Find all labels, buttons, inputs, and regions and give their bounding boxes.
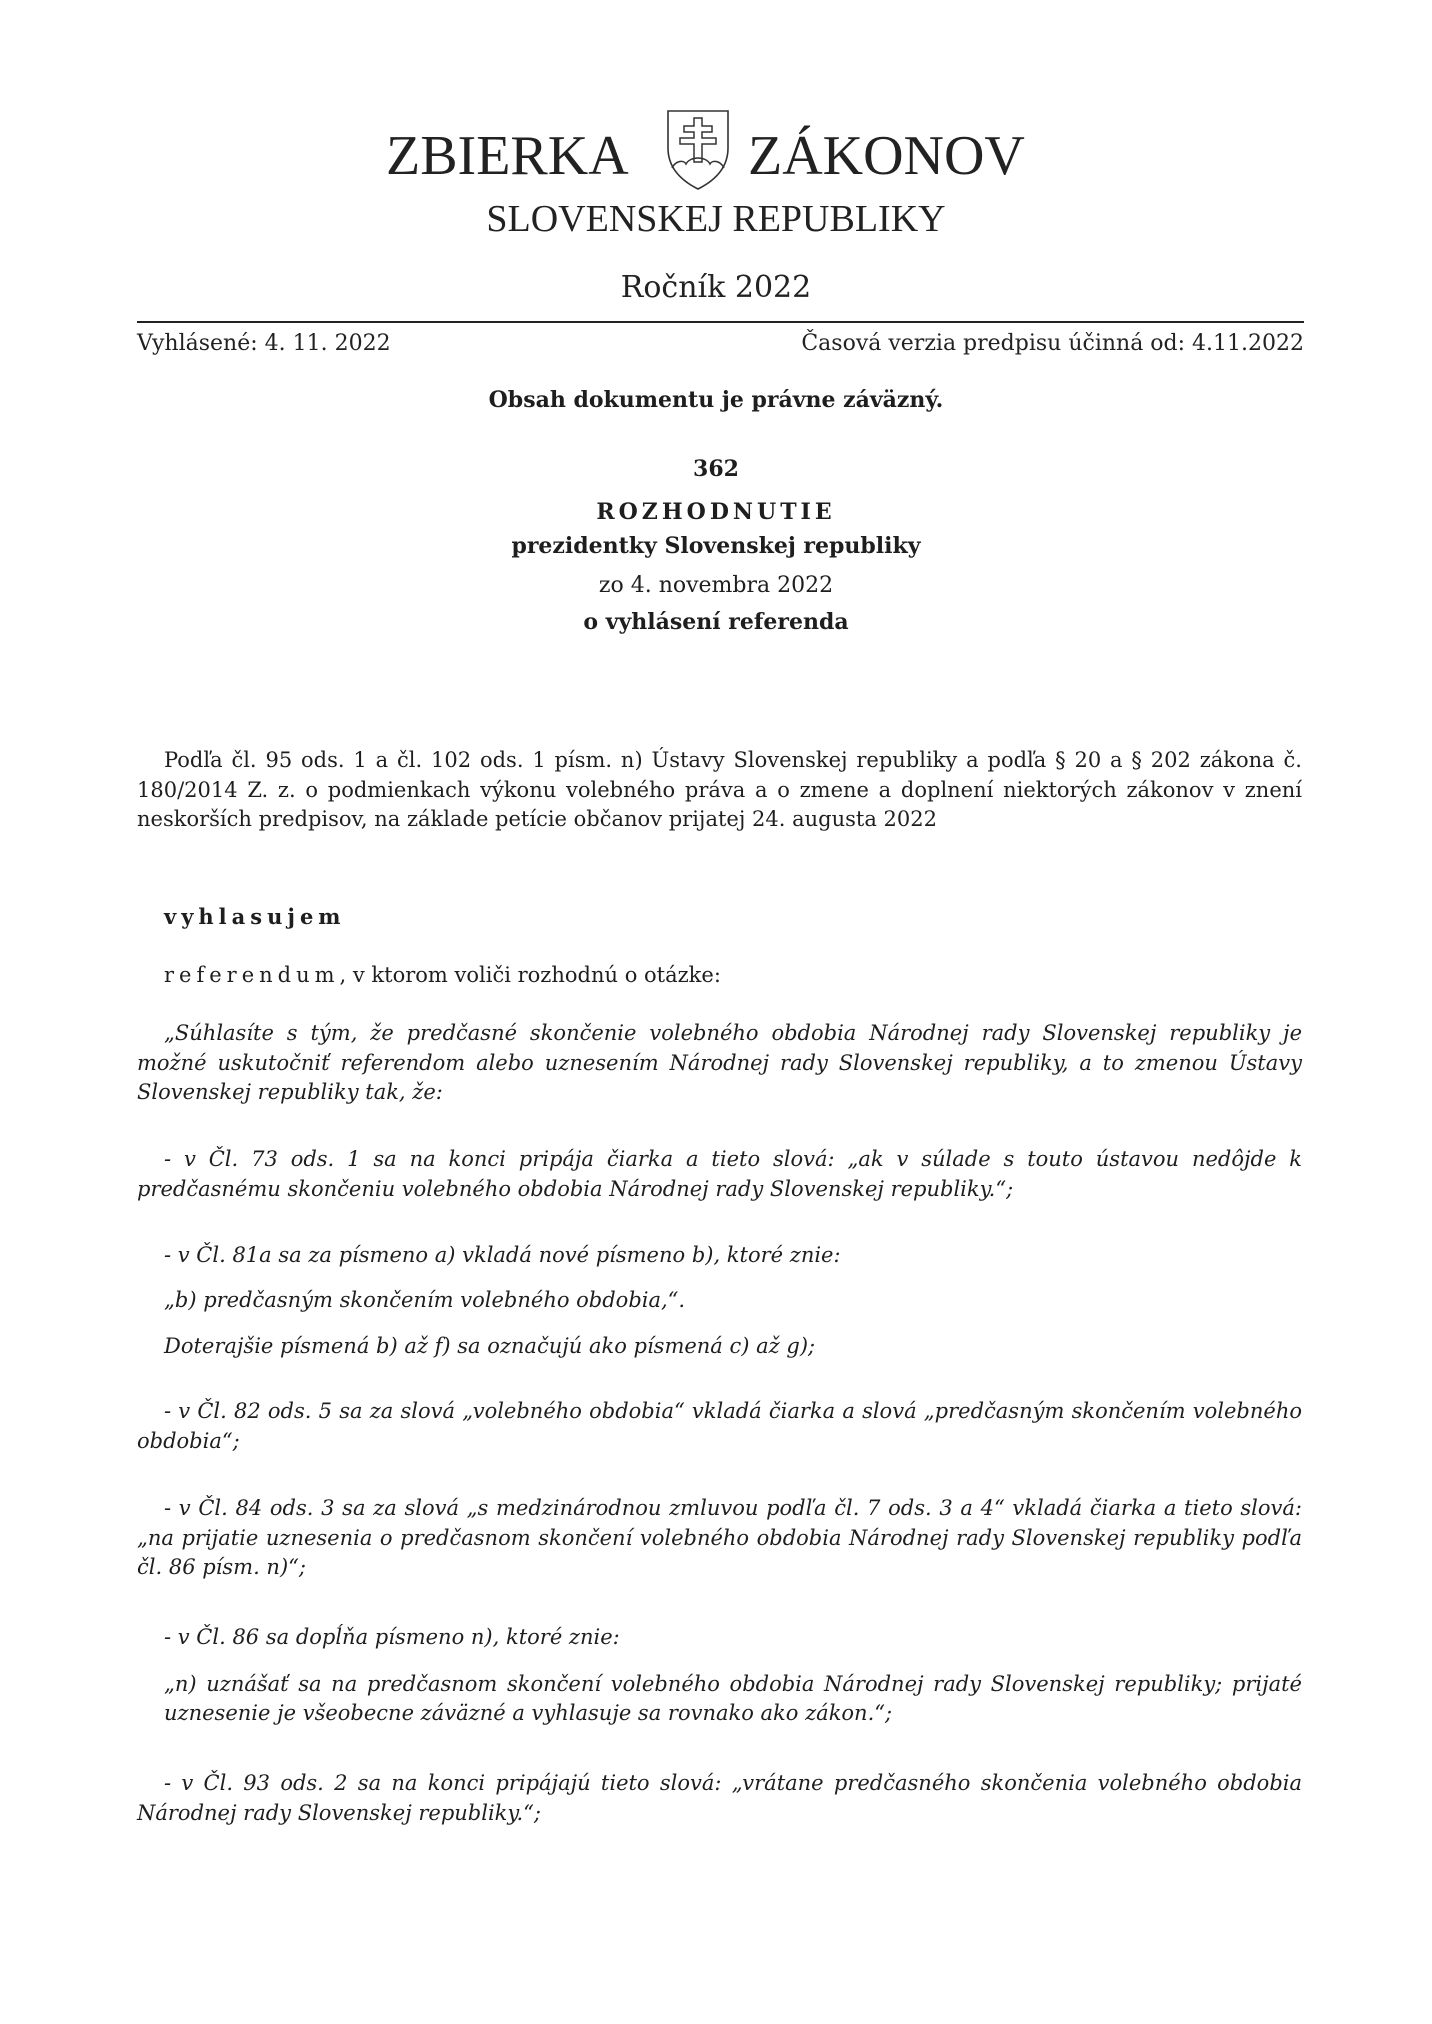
amendment-text: - v Čl. 93 ods. 2 sa na konci pripájajú tieto slová: „vrátane predčasného skončenia volebného obdobia Národnej rady Slovenskej republiky.“; (137, 1771, 1302, 1825)
document-number: 362 (693, 456, 739, 482)
masthead-subtitle: SLOVENSKEJ REPUBLIKY (486, 198, 946, 240)
amendment-subtext: Doterajšie písmená b) až f) sa označujú ako písmená c) až g); (164, 1334, 816, 1358)
referendum-line (137, 961, 1302, 991)
amendment-93 (137, 1769, 1302, 1828)
preamble-text: Podľa čl. 95 ods. 1 a čl. 102 ods. 1 písm. n) Ústavy Slovenskej republiky a podľa § 20 a § 202 zákona č. 180/2014 Z. z. o podmienkach výkonu volebného práva a o zmene a doplnení niektorých zákonov v znení neskorších predpisov, na základe petície občanov prijatej 24. augusta 2022 (137, 748, 1302, 831)
volume-label: Ročník 2022 (620, 270, 812, 305)
effective-date: Časová verzia predpisu účinná od: 4.11.2022 (801, 331, 1304, 356)
amendment-text: - v Čl. 86 sa dopĺňa písmeno n), ktoré znie: (164, 1625, 620, 1649)
question-intro (137, 1019, 1302, 1108)
slovak-coat-of-arms-icon (664, 108, 732, 192)
binding-note: Obsah dokumentu je právne záväzný. (488, 387, 944, 413)
header-divider (137, 321, 1304, 323)
question-intro-text: „Súhlasíte s tým, že predčasné skončenie volebného obdobia Národnej rady Slovenskej republiky je možné uskutočniť referendom alebo uznesením Národnej rady Slovenskej republiky, a to zmenou Ústavy Slovenskej republiky tak, že: (137, 1021, 1302, 1104)
amendment-82 (137, 1397, 1302, 1456)
document-subject: o vyhlásení referenda (583, 609, 849, 635)
amendment-81a (137, 1241, 1302, 1362)
proclaim-word: vyhlasujem (164, 904, 346, 929)
amendment-text: - v Čl. 73 ods. 1 sa na konci pripája čiarka a tieto slová: „ak v súlade s touto ústavou nedôjde k predčasnému skončeniu volebného obdobia Národnej rady Slovenskej republiky.“; (137, 1147, 1302, 1201)
amendment-text: - v Čl. 82 ods. 5 sa za slová „volebného obdobia“ vkladá čiarka a slová „predčasným skončením volebného obdobia“; (137, 1399, 1302, 1453)
masthead-title-left: ZBIERKA (386, 125, 629, 187)
amendment-86 (137, 1623, 1302, 1729)
document-issuer: prezidentky Slovenskej republiky (511, 533, 921, 559)
document-date: zo 4. novembra 2022 (598, 573, 834, 598)
amendment-text: - v Čl. 81a sa za písmeno a) vkladá nové písmeno b), ktoré znie: (164, 1243, 841, 1267)
amendment-84 (137, 1494, 1302, 1583)
masthead-title-right: ZÁKONOV (748, 125, 1025, 187)
published-date: Vyhlásené: 4. 11. 2022 (137, 331, 391, 356)
amendment-text: - v Čl. 84 ods. 3 sa za slová „s medzinárodnou zmluvou podľa čl. 7 ods. 3 a 4“ vkladá čiarka a tieto slová: „na prijatie uznesenia o predčasnom skončení volebného obdobia Národnej rady Slovenskej republiky podľa čl. 86 písm. n)“; (137, 1496, 1302, 1579)
referendum-rest: , v ktorom voliči rozhodnú o otázke: (339, 963, 721, 987)
referendum-word: referendum (164, 963, 340, 987)
amendment-subtext: „n) uznášať sa na predčasnom skončení volebného obdobia Národnej rady Slovenskej republiky; prijaté uznesenie je všeobecne záväzné a vyhlasuje sa rovnako ako zákon.“; (164, 1671, 1302, 1725)
proclamation (137, 902, 1302, 932)
amendment-subtext: „b) predčasným skončením volebného obdobia,“. (164, 1287, 686, 1312)
amendment-73 (137, 1145, 1302, 1204)
document-type: ROZHODNUTIE (596, 499, 836, 525)
preamble (137, 746, 1302, 835)
